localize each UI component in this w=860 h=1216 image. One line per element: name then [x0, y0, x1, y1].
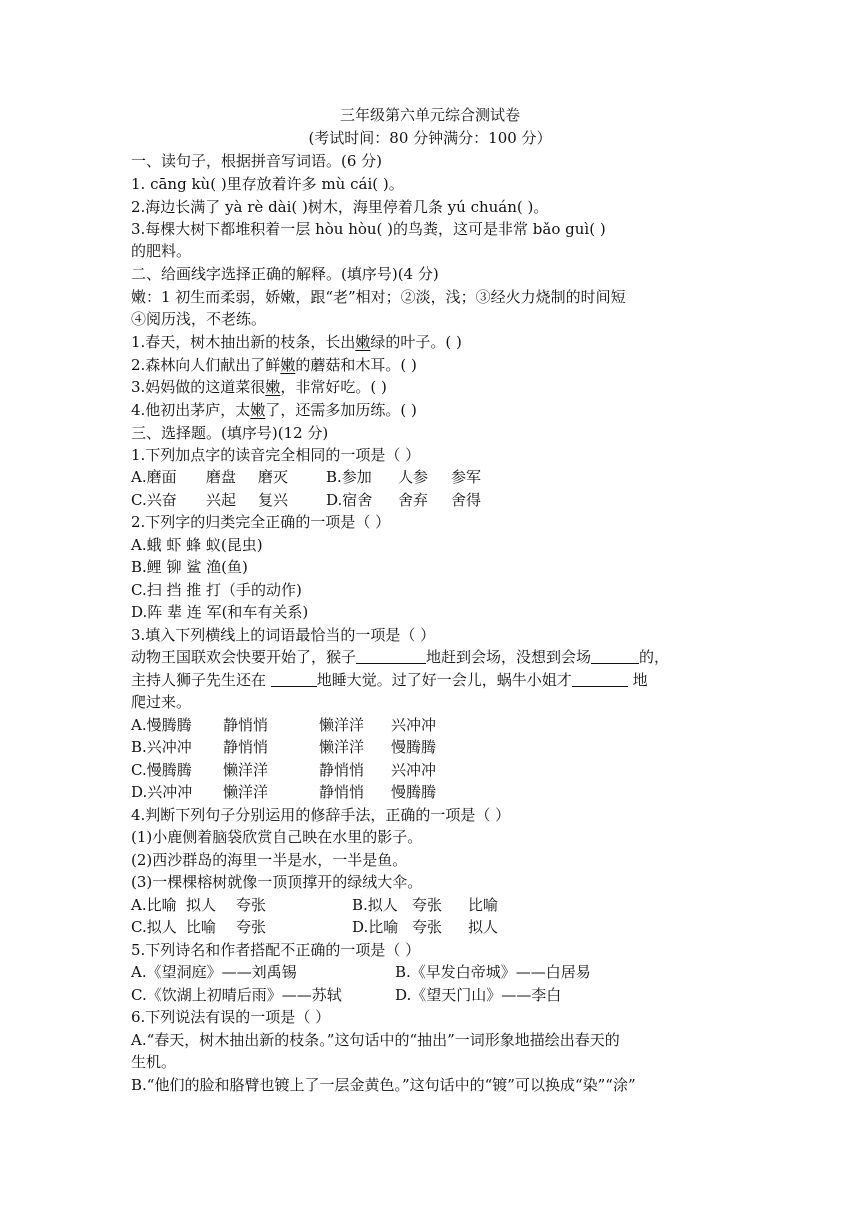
option-word: 舍弃	[398, 491, 429, 509]
s2-q2-answer: 的蘑菇和木耳。( )	[295, 356, 417, 374]
s2-question-2	[131, 354, 731, 376]
s2-q4-answer: 了，还需多加历练。( )	[265, 401, 417, 419]
option-word: D.兴冲冲	[131, 783, 193, 801]
s3-q3-option-b	[131, 736, 731, 758]
option-word: 参军	[451, 468, 482, 486]
fill-blank	[271, 672, 317, 687]
option-text: A.《望洞庭》——刘禹锡	[131, 963, 297, 981]
passage-text: 地赶到会场，没想到会场	[426, 648, 592, 666]
underlined-char: 嫩	[280, 356, 296, 374]
s3-q1-options-ab	[131, 466, 731, 488]
option-word: 静悄悄	[319, 761, 365, 779]
option-word: 磨盘	[206, 468, 237, 486]
s2-q3-answer: ，非常好吃。( )	[280, 378, 387, 396]
s3-q6-option-a-line2: 生机。	[131, 1053, 177, 1071]
option-word: 静悄悄	[319, 783, 365, 801]
option-word: A.比喻	[131, 896, 177, 914]
s3-q4-sentence-2: (2)西沙群岛的海里一半是水，一半是鱼。	[131, 851, 408, 869]
s3-q2-option-b: B.鲤 铆 鲨 渔(鱼)	[131, 558, 248, 576]
s3-q2-option-c: C.扫 挡 推 打（手的动作)	[131, 581, 302, 599]
s3-q2-stem: 2.下列字的归类完全正确的一项是（ ）	[131, 513, 391, 531]
s3-q4-stem: 4.判断下列句子分别运用的修辞手法，正确的一项是（ ）	[131, 806, 511, 824]
s2-question-3	[131, 376, 731, 398]
s3-q4-sentence-1: (1)小鹿侧着脑袋欣赏自己映在水里的影子。	[131, 828, 423, 846]
passage-text: 主持人狮子先生还在	[131, 671, 271, 689]
option-word: D.比喻	[352, 918, 399, 936]
option-word: 拟人	[186, 896, 217, 914]
option-word: 懒洋洋	[319, 716, 365, 734]
s2-question-4	[131, 399, 731, 421]
s2-q3-text: 3.妈妈做的这道菜很	[131, 378, 266, 396]
s3-q6-option-b-line1: B.“他们的脸和胳臂也镀上了一层金黄色。”这句话中的“镀”可以换成“染”“涂”	[131, 1076, 636, 1094]
page-title: 三年级第六单元综合测试卷	[339, 106, 520, 124]
option-word: 夸张	[412, 918, 443, 936]
s3-q3-passage-2	[131, 669, 731, 691]
s2-question-1	[131, 331, 731, 353]
s3-q5-options-ab	[131, 961, 731, 983]
fill-blank	[591, 649, 639, 664]
option-word: C.兴奋	[131, 491, 177, 509]
option-word: 夸张	[236, 918, 267, 936]
s3-q4-options-cd	[131, 916, 731, 938]
s3-q4-sentence-3: (3)一棵棵榕树就像一顶顶撑开的绿绒大伞。	[131, 873, 423, 891]
option-word: 静悄悄	[223, 738, 269, 756]
option-word: B.参加	[326, 468, 372, 486]
fill-blank	[572, 672, 628, 687]
option-word: 慢腾腾	[391, 738, 437, 756]
fill-blank	[356, 649, 426, 664]
page-subtitle: (考试时间：80 分钟满分：100 分）	[308, 129, 552, 147]
s3-q5-stem: 5.下列诗名和作者搭配不正确的一项是（ ）	[131, 941, 421, 959]
s3-q6-option-a-line1: A.“春天，树木抽出新的枝条。”这句话中的“抽出”一词形象地描绘出春天的	[131, 1031, 620, 1049]
option-word: 懒洋洋	[223, 761, 269, 779]
option-word: 舍得	[451, 491, 482, 509]
option-word: 静悄悄	[223, 716, 269, 734]
s2-q1-text: 1.春天，树木抽出新的枝条，长出	[131, 333, 356, 351]
option-word: 懒洋洋	[223, 783, 269, 801]
option-word: 兴冲冲	[391, 761, 437, 779]
option-word: A.慢腾腾	[131, 716, 192, 734]
s3-q3-passage-1	[131, 646, 731, 668]
option-word: 夸张	[412, 896, 443, 914]
s3-q4-options-ab	[131, 894, 731, 916]
definition-line1: 嫩：1 初生而柔弱，娇嫩，跟“老”相对；②淡，浅；③经火力烧制的时间短	[131, 288, 626, 306]
s3-q3-option-c	[131, 759, 731, 781]
s2-q4-text: 4.他初出茅庐，太	[131, 401, 251, 419]
option-word: 慢腾腾	[391, 783, 437, 801]
option-word: 复兴	[258, 491, 289, 509]
option-word: 人参	[398, 468, 429, 486]
s3-q2-option-a: A.蛾 虾 蜂 蚁(昆虫)	[131, 536, 263, 554]
s2-q2-text: 2.森林向人们献出了鲜	[131, 356, 281, 374]
s2-q1-answer: 绿的叶子。( )	[370, 333, 462, 351]
option-word: B.兴冲冲	[131, 738, 192, 756]
option-word: D.宿舍	[326, 491, 373, 509]
option-word: C.慢腾腾	[131, 761, 192, 779]
option-word: 比喻	[468, 896, 499, 914]
underlined-char: 嫩	[265, 378, 281, 396]
s3-q3-option-d	[131, 781, 731, 803]
s3-q3-passage-3: 爬过来。	[131, 693, 192, 711]
passage-text: 地	[627, 671, 648, 689]
option-word: 磨灭	[258, 468, 289, 486]
option-word: 兴起	[206, 491, 237, 509]
passage-text: 动物王国联欢会快要开始了，猴子	[131, 648, 357, 666]
s1-question-3-line2: 的肥料。	[131, 242, 192, 260]
s1-question-1: 1. cāng kù( )里存放着许多 mù cái( )。	[131, 175, 404, 193]
s3-q6-stem: 6.下列说法有误的一项是（ ）	[131, 1008, 331, 1026]
underlined-char: 嫩	[355, 333, 371, 351]
s3-q5-options-cd	[131, 984, 731, 1006]
section1-heading: 一、读句子，根据拼音写词语。(6 分)	[131, 152, 383, 170]
passage-text: 的，	[639, 648, 670, 666]
option-text: D.《望天门山》——李白	[395, 986, 562, 1004]
option-word: 比喻	[186, 918, 217, 936]
s3-q1-options-cd	[131, 489, 731, 511]
underlined-char: 嫩	[250, 401, 266, 419]
option-word: 拟人	[468, 918, 499, 936]
option-word: 夸张	[236, 896, 267, 914]
option-word: C.拟人	[131, 918, 177, 936]
option-text: B.《早发白帝城》——白居易	[395, 963, 591, 981]
option-text: C.《饮湖上初晴后雨》——苏轼	[131, 986, 342, 1004]
s3-q3-option-a	[131, 714, 731, 736]
option-word: 懒洋洋	[319, 738, 365, 756]
s3-q1-stem: 1.下列加点字的读音完全相同的一项是（ ）	[131, 446, 421, 464]
section3-heading: 三、选择题。(填序号)(12 分)	[131, 424, 329, 442]
s1-question-2: 2.海边长满了 yà rè dài( )树木，海里停着几条 yú chuán( )。	[131, 198, 549, 216]
definition-line2: ④阅历浅，不老练。	[131, 310, 267, 328]
passage-text: 地睡大觉。过了好一会儿，蜗牛小姐才	[316, 671, 572, 689]
option-word: 兴冲冲	[391, 716, 437, 734]
s3-q3-stem: 3.填入下列横线上的词语最恰当的一项是（ ）	[131, 626, 436, 644]
option-word: B.拟人	[352, 896, 398, 914]
s3-q2-option-d: D.阵 辈 连 军(和车有关系)	[131, 603, 309, 621]
section2-heading: 二、给画线字选择正确的解释。(填序号)(4 分)	[131, 265, 439, 283]
s1-question-3-line1: 3.每棵大树下都堆积着一层 hòu hòu( )的鸟粪，这可是非常 bǎo guì( )	[131, 220, 606, 238]
option-word: A.磨面	[131, 468, 177, 486]
